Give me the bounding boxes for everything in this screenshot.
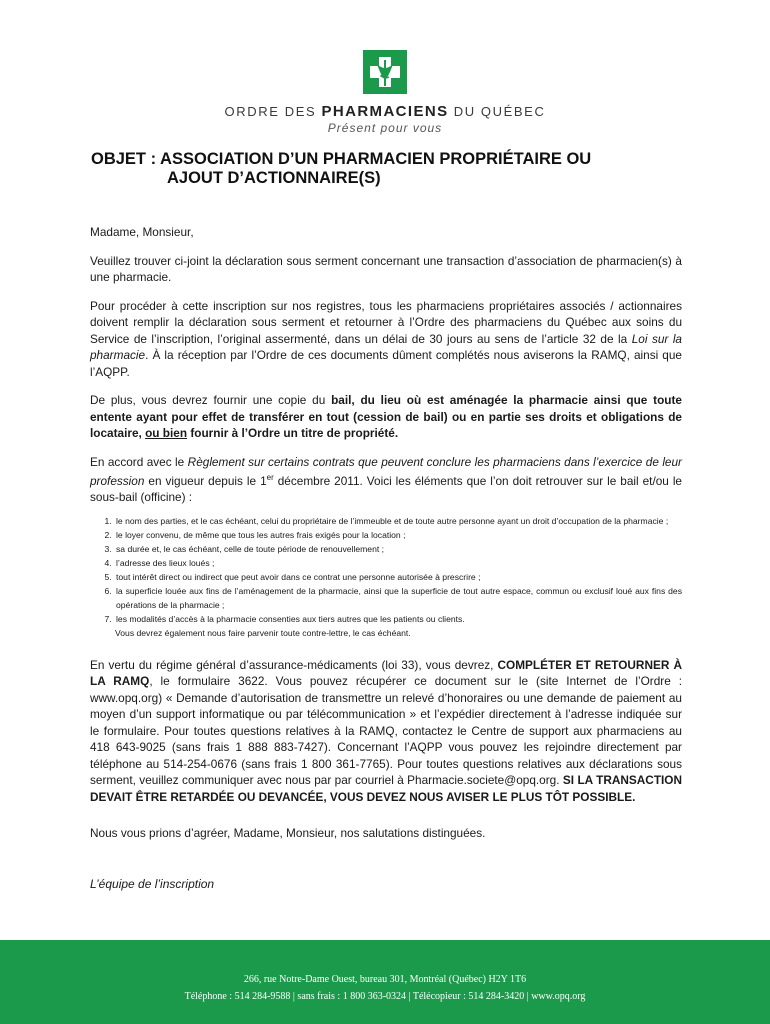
organization-name: ORDRE DES PHARMACIENS DU QUÉBEC [224, 103, 546, 120]
list-item: 4. l’adresse des lieux loués ; [114, 556, 682, 570]
lease-requirements-list [90, 514, 682, 626]
salutation: Madame, Monsieur, [90, 225, 194, 239]
subject-heading [91, 150, 691, 188]
footer [0, 940, 770, 1024]
subject-line-1: OBJET : ASSOCIATION D’UN PHARMACIEN PROPRIÉTAIRE OU [91, 150, 592, 168]
logo [0, 50, 770, 99]
paragraph-lease: De plus, vous devrez fournir une copie du bail, du lieu où est aménagée la pharmacie ainsi que toute entente ayant pour effet de transférer en tout (cession de bail) ou en partie ses droits et obligations de locataire, ou bien fournir à l’Ordre un titre de propriété. [90, 393, 682, 440]
list-item: 5. tout intérêt direct ou indirect que peut avoir dans ce contrat une personne autorisée à prescrire ; [114, 570, 682, 584]
closing-line: Nous vous prions d’agréer, Madame, Monsieur, nos salutations distinguées. [90, 826, 486, 840]
paragraph-registration: Pour procéder à cette inscription sur nos registres, tous les pharmaciens propriétaires associés / actionnaires doivent remplir la déclaration sous serment et retourner à l’Ordre des pharmaciens du Québec aux soins du Service de l’inscription, l’original assermenté, dans un délai de 30 jours au sens de l’article 32 de la Loi sur la pharmacie. À la réception par l’Ordre de ces documents dûment complétés nous aviserons la RAMQ, ainsi que l’AQPP. [90, 298, 682, 379]
list-item: 7. les modalités d’accès à la pharmacie consenties aux tiers autres que les patients ou clients. [114, 612, 682, 626]
subject-line-2: AJOUT D’ACTIONNAIRE(S) [167, 169, 381, 187]
footer-address: 266, rue Notre-Dame Ouest, bureau 301, Montréal (Québec) H2Y 1T6 [243, 974, 527, 985]
paragraph-regulation: En accord avec le Règlement sur certains contrats que peuvent conclure les pharmaciens dans l’exercice de leur profession en vigueur depuis le 1er décembre 2011. Voici les éléments que l’on doit retrouver sur le bail et/ou le sous-bail (officine) : [90, 454, 682, 505]
footer-contacts: Téléphone : 514 284-9588 | sans frais : 1 800 363-0324 | Télécopieur : 514 284-3420 | www.opq.org [184, 991, 586, 1002]
paragraph-intro: Veuillez trouver ci-joint la déclaration sous serment concernant une transaction d’association de pharmacien(s) à une pharmacie. [90, 253, 682, 284]
paragraph-ramq: En vertu du régime général d’assurance-médicaments (loi 33), vous devrez, COMPLÉTER ET RETOURNER À LA RAMQ, le formulaire 3622. Vous pouvez récupérer ce document sur le (site Internet de l’Ordre : www.opq.org) « Demande d’autorisation de transmettre un relevé d’honoraires ou une demande de paiement au moyen d’un support informatique ou par télécommunication » et l’expédier directement à l’adresse indiquée sur le formulaire. Pour toutes questions relatives à la RAMQ, contactez le Centre de support aux pharmaciens au 418 643-9025 (sans frais 1 888 883-7427). Concernant l’AQPP vous pouvez les rejoindre directement par téléphone au 514-254-0676 (sans frais 1 800 361-7765). Pour toutes questions relatives aux déclarations sous serment, veuillez communiquer avec nous par par courriel à Pharmacie.societe@opq.org. SI LA TRANSACTION DEVAIT ÊTRE RETARDÉE OU DEVANCÉE, VOUS DEVEZ NOUS AVISER LE PLUS TÔT POSSIBLE. [90, 657, 683, 804]
letter-body [90, 224, 682, 817]
list-item: 6. la superficie louée aux fins de l’aménagement de la pharmacie, ainsi que la superficie de tout autre espace, commun ou exclusif loué aux fins des opérations de la pharmacie ; [114, 584, 682, 612]
list-item: 2. le loyer convenu, de même que tous les autres frais exigés pour la location ; [114, 528, 682, 542]
list-item: 3. sa durée et, le cas échéant, celle de toute période de renouvellement ; [114, 542, 682, 556]
tagline: Présent pour vous [327, 121, 443, 135]
list-note: Vous devrez également nous faire parvenir toute contre-lettre, le cas échéant. [115, 627, 411, 638]
pharmacy-cross-logo-icon [363, 50, 407, 94]
signature: L’équipe de l’inscription [90, 877, 215, 891]
list-item: 1. le nom des parties, et le cas échéant, celui du propriétaire de l’immeuble et de toute autre personne ayant un droit d’occupation de la pharmacie ; [114, 514, 682, 528]
